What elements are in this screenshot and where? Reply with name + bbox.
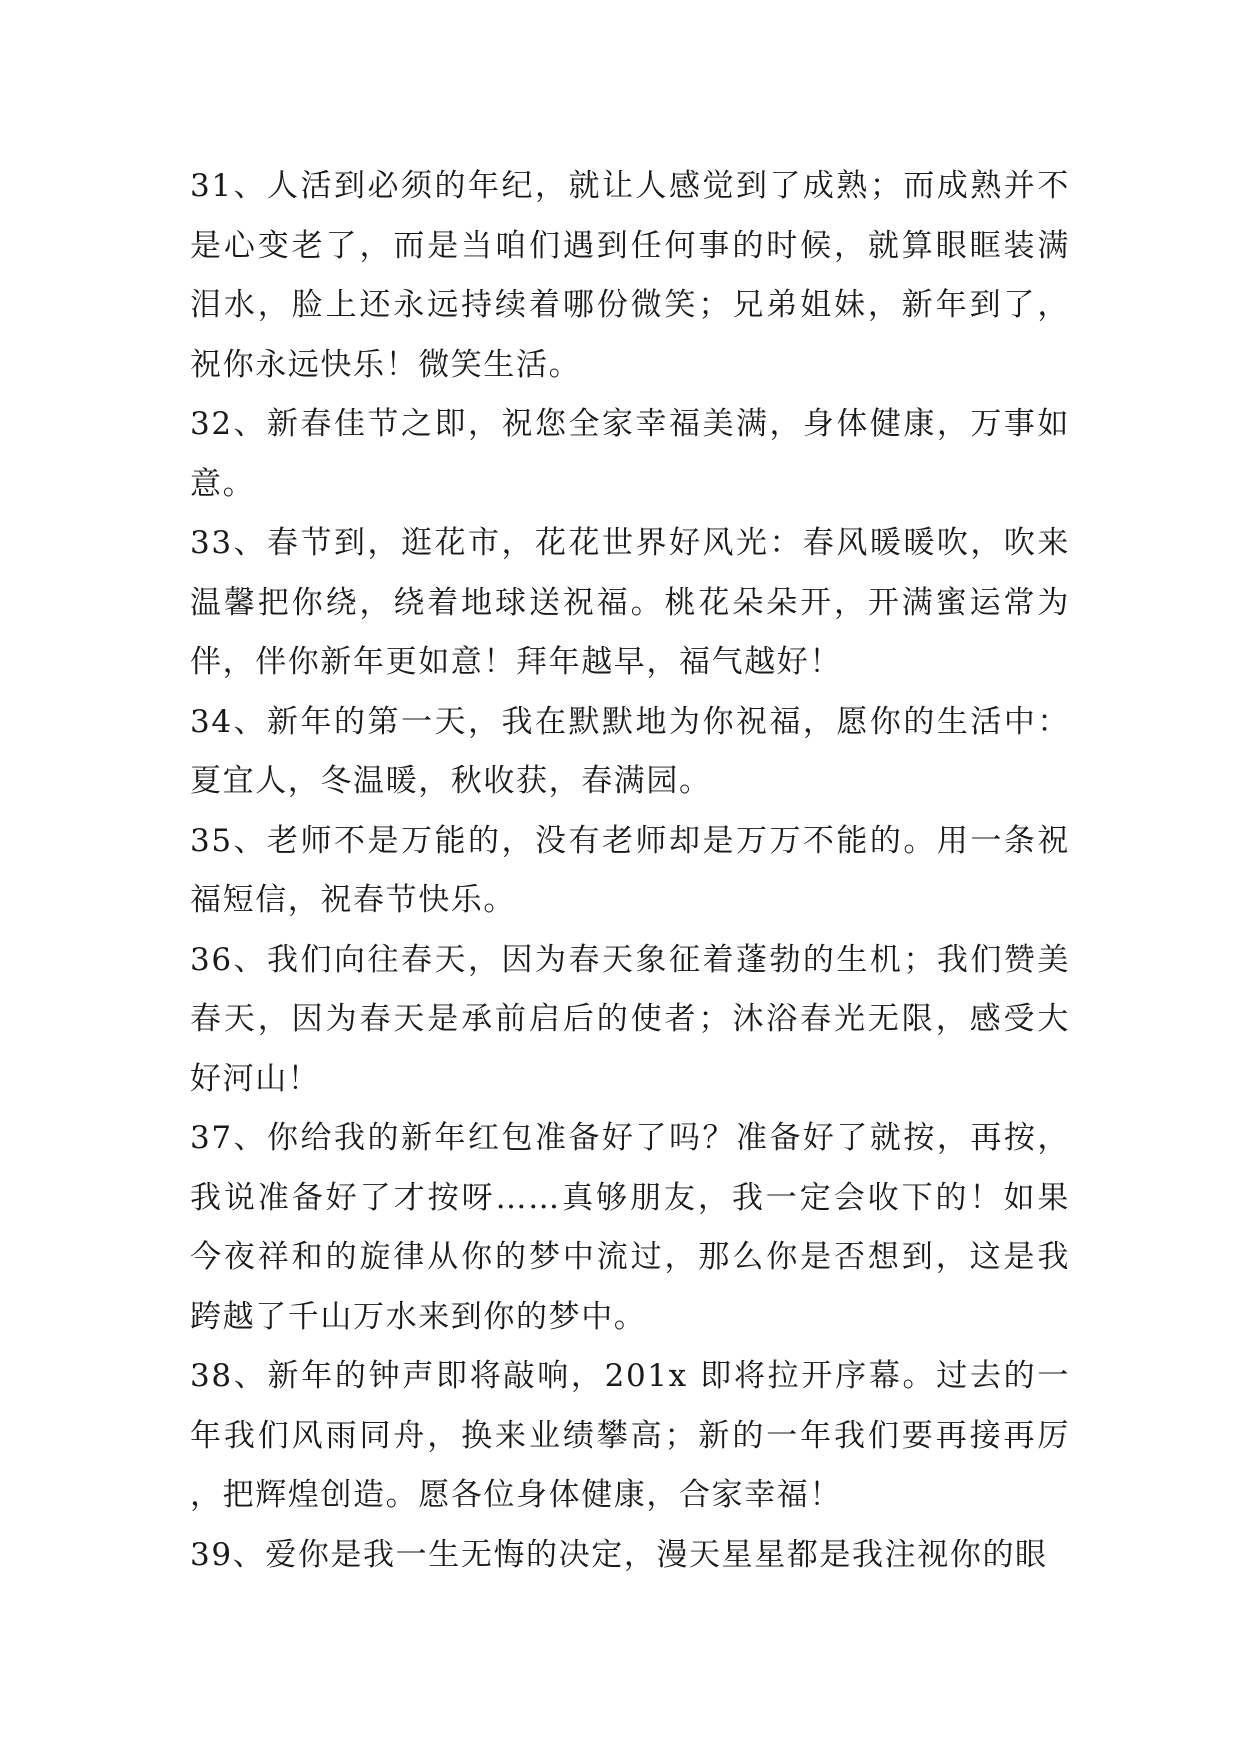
paragraph-36: 36、我们向往春天，因为春天象征着蓬勃的生机；我们赞美春天，因为春天是承前启后的使者；沐浴春光无限，感受大好河山！ [190,941,1070,1097]
paragraph-32: 32、新春佳节之即，祝您全家幸福美满，身体健康，万事如意。 [190,406,1070,502]
paragraph-37: 37、你给我的新年红包准备好了吗？准备好了就按，再按，我说准备好了才按呀……真够朋友，我一定会收下的！如果今夜祥和的旋律从你的梦中流过，那么你是否想到，这是我跨越了千山万水来到你的梦中。 [190,1120,1070,1335]
paragraph-33: 33、春节到，逛花市，花花世界好风光：春风暖暖吹，吹来温馨把你绕，绕着地球送祝福。桃花朵朵开，开满蜜运常为伴，伴你新年更如意！拜年越早，福气越好！ [190,525,1070,680]
paragraph-31: 31、人活到必须的年纪，就让人感觉到了成熟；而成熟并不是心变老了，而是当咱们遇到任何事的时候，就算眼眶装满泪水，脸上还永远持续着哪份微笑；兄弟姐妹，新年到了，祝你永远快乐！微笑生活。 [190,168,1070,383]
paragraph-34: 34、新年的第一天，我在默默地为你祝福，愿你的生活中：夏宜人，冬温暖，秋收获，春满园。 [190,703,1070,799]
paragraph-35: 35、老师不是万能的，没有老师却是万万不能的。用一条祝福短信，祝春节快乐。 [190,822,1070,918]
document-body [190,157,1070,1585]
paragraph-38: 38、新年的钟声即将敲响，201x 即将拉开序幕。过去的一年我们风雨同舟，换来业绩攀高；新的一年我们要再接再厉，把辉煌创造。愿各位身体健康，合家幸福！ [190,1358,1070,1513]
paragraph-39: 39、爱你是我一生无悔的决定，漫天星星都是我注视你的眼 [190,1536,1048,1573]
